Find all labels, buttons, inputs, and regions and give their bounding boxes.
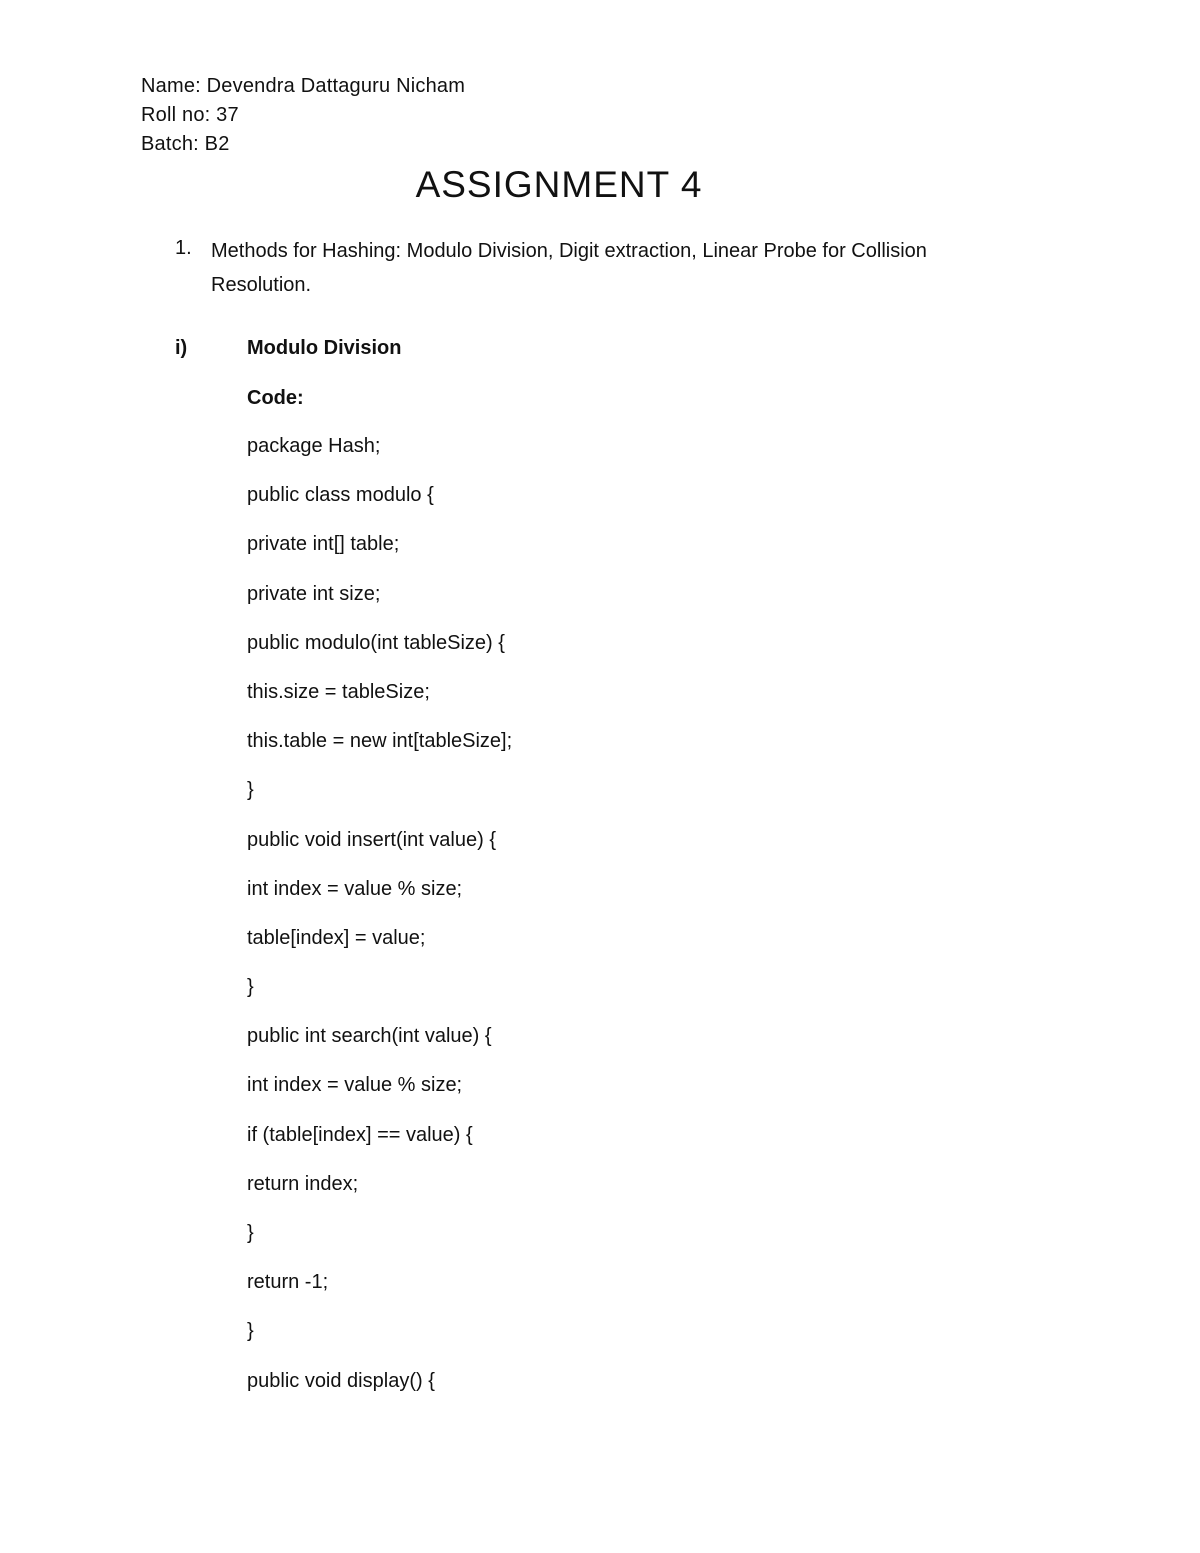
code-line: this.table = new int[tableSize]; <box>247 730 513 753</box>
code-line: } <box>247 1222 254 1244</box>
code-line: } <box>247 779 254 802</box>
student-name: Name: Devendra Dattaguru Nicham <box>141 75 466 97</box>
code-line: this.size = tableSize; <box>247 680 430 703</box>
section-number: i) <box>175 337 188 359</box>
roll-number: Roll no: 37 <box>141 104 239 126</box>
code-line: public class modulo { <box>247 484 434 507</box>
code-label: Code: <box>247 387 304 409</box>
section-title: Modulo Division <box>247 337 402 359</box>
question-number: 1. <box>175 237 192 259</box>
code-line: return -1; <box>247 1271 329 1294</box>
code-line: public modulo(int tableSize) { <box>247 631 505 654</box>
code-line: } <box>247 1320 254 1343</box>
batch: Batch: B2 <box>141 133 230 155</box>
code-line: int index = value % size; <box>247 1074 463 1097</box>
code-line: private int[] table; <box>247 533 400 556</box>
code-listing <box>247 432 512 1416</box>
assignment-title: ASSIGNMENT 4 <box>415 164 703 205</box>
question-text: Methods for Hashing: Modulo Division, Digit extraction, Linear Probe for Collision Resolution. <box>211 240 927 296</box>
code-line: table[index] = value; <box>247 926 426 949</box>
code-line: package Hash; <box>247 435 381 457</box>
code-line: int index = value % size; <box>247 877 463 900</box>
code-line: public int search(int value) { <box>247 1025 492 1048</box>
code-line: public void display() { <box>247 1369 435 1392</box>
code-line: if (table[index] == value) { <box>247 1123 473 1146</box>
code-line: private int size; <box>247 582 381 605</box>
code-line: } <box>247 976 254 999</box>
code-line: return index; <box>247 1172 359 1195</box>
code-line: public void insert(int value) { <box>247 828 497 851</box>
